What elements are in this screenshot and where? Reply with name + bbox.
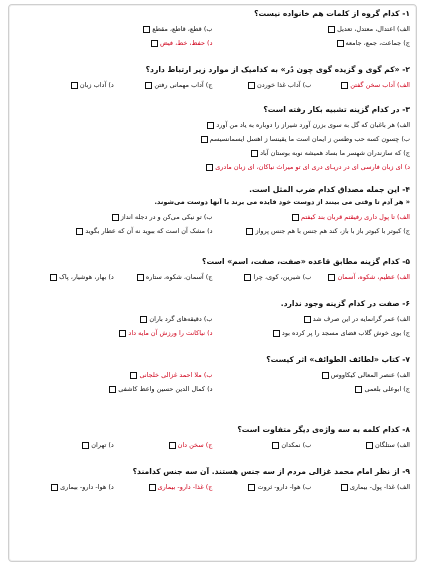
checkbox-icon[interactable] — [130, 372, 137, 379]
option-label: ج) کبوتر با کبوتر باز با باز، کند هم جنس با هم جنس پرواز — [255, 227, 410, 235]
answer-option[interactable] — [149, 480, 213, 494]
options-row — [15, 210, 410, 224]
answer-option[interactable] — [366, 438, 410, 452]
worksheet — [9, 5, 416, 561]
answer-option[interactable] — [119, 326, 212, 340]
option-label: ج) ابوعلی بلعمی — [364, 385, 410, 393]
checkbox-icon[interactable] — [322, 372, 329, 379]
option-label: د) کمال الدین حسین واعظ کاشفی — [118, 385, 213, 393]
answer-option[interactable] — [201, 132, 410, 146]
option-label: ب) شیرین، کوی، چرا — [253, 273, 312, 281]
checkbox-icon[interactable] — [112, 214, 119, 221]
question-text: ۹- از نظر امام محمد غزالی مردم از سه جنس هستند. آن سه جنس کدامند؟ — [132, 467, 410, 476]
option-label: ب) ملا احمد غزالی خلجانی — [139, 371, 213, 379]
answer-option[interactable] — [82, 438, 113, 452]
question-text: ۸- کدام کلمه به سه واژه‌ی دیگر متفاوت است؟ — [237, 425, 410, 434]
checkbox-icon[interactable] — [355, 386, 362, 393]
answer-option[interactable] — [251, 146, 410, 160]
option-label: د) تهران — [91, 441, 114, 449]
answer-option[interactable] — [328, 270, 410, 284]
checkbox-icon[interactable] — [328, 274, 335, 281]
checkbox-icon[interactable] — [137, 274, 144, 281]
option-label: ج) سخن دان — [177, 441, 213, 449]
options-row — [15, 224, 410, 238]
checkbox-icon[interactable] — [246, 228, 253, 235]
answer-option[interactable] — [246, 224, 410, 238]
question-text: ۳- در کدام گزینه تشبیه بکار رفته است؟ — [263, 105, 410, 114]
checkbox-icon[interactable] — [251, 150, 258, 157]
answer-option[interactable] — [145, 78, 212, 92]
question-text: ۱- کدام گروه از کلمات هم خانواده نیست؟ — [254, 9, 410, 18]
answer-option[interactable] — [206, 160, 410, 174]
answer-option[interactable] — [337, 36, 410, 50]
checkbox-icon[interactable] — [206, 164, 213, 171]
answer-option[interactable] — [112, 210, 213, 224]
checkbox-icon[interactable] — [50, 274, 57, 281]
question-text: ۴- این جمله مصداق کدام ضرب المثل است. — [249, 185, 410, 194]
checkbox-icon[interactable] — [328, 26, 335, 33]
options-row — [15, 160, 410, 174]
checkbox-icon[interactable] — [207, 122, 214, 129]
question-note: « هر آدم تا وقتی می بینند از دوست خود فایده می برند با آنها دوست می‌شوند. — [154, 198, 410, 206]
answer-option[interactable] — [355, 382, 410, 396]
options-row — [15, 312, 410, 326]
checkbox-icon[interactable] — [140, 316, 147, 323]
answer-option[interactable] — [51, 480, 114, 494]
option-label: ب) قطع، قاطع، مقطع — [152, 25, 213, 33]
question-text: ۲- «کم گوی و گزیده گوی چون دُر» به کدامیک از موارد زیر ارتباط دارد؟ — [145, 65, 410, 74]
answer-option[interactable] — [151, 36, 213, 50]
checkbox-icon[interactable] — [248, 82, 255, 89]
option-label: د) هوا- دارو- بیماری — [60, 483, 114, 491]
checkbox-icon[interactable] — [169, 442, 176, 449]
answer-option[interactable] — [341, 480, 410, 494]
option-label: د) ای زبان فارسی ای در دریـای دری ای تو میراث نیاکان، ای زبان مادری — [215, 163, 410, 171]
option-label: ب) تو نیکی می‌کن و در دجله انداز — [120, 213, 213, 221]
question-7 — [15, 355, 410, 396]
checkbox-icon[interactable] — [304, 316, 311, 323]
answer-option[interactable] — [304, 312, 410, 326]
option-label: الف) عمر گرانمایه در این صرف شد — [312, 315, 410, 323]
answer-option[interactable] — [322, 368, 410, 382]
question-1 — [15, 9, 410, 50]
answer-option[interactable] — [244, 270, 311, 284]
checkbox-icon[interactable] — [76, 228, 83, 235]
option-label: د) بهار، هوشیار، پاک — [59, 273, 114, 281]
option-label: ب) دقیقه‌های گرد باران — [149, 315, 213, 323]
option-label: د) مشک آن است که ببوید نه آن که عطار بگوید — [85, 227, 213, 235]
question-text: ۵- کدام گزینه مطابق قاعده «صفت، صفت، اسم» است؟ — [202, 257, 410, 266]
option-label: ج) جماعت، جمع، جامعه — [345, 39, 410, 47]
question-8 — [15, 425, 410, 452]
checkbox-icon[interactable] — [109, 386, 116, 393]
option-label: ج) آسمان، شکوه، ستاره — [145, 273, 213, 281]
option-label: ج) آداب مهمانی رفتن — [154, 81, 213, 89]
option-label: ب) نمکدان — [281, 441, 312, 449]
answer-option[interactable] — [143, 22, 212, 36]
options-row — [15, 368, 410, 382]
question-9 — [15, 467, 410, 494]
option-label: ب) چسون کسه حب وطسن ز ایمان است ما یقینسا ز اهسل ایسمانسیسم — [209, 135, 410, 143]
options-row — [15, 146, 410, 160]
checkbox-icon[interactable] — [341, 484, 348, 491]
checkbox-icon[interactable] — [143, 26, 150, 33]
answer-option[interactable] — [71, 78, 114, 92]
question-6 — [15, 299, 410, 340]
option-label: الف) تا پول داری رفیقتم قربان بند کیفتم — [301, 213, 410, 221]
options-row — [15, 36, 410, 50]
options-row — [15, 78, 410, 92]
checkbox-icon[interactable] — [292, 214, 299, 221]
options-row — [15, 480, 410, 494]
options-row — [15, 270, 410, 284]
checkbox-icon[interactable] — [248, 484, 255, 491]
checkbox-icon[interactable] — [273, 330, 280, 337]
answer-option[interactable] — [140, 312, 212, 326]
option-label: د) نیاکانت را ورزش آن مایه داد — [128, 329, 213, 337]
options-row — [15, 132, 410, 146]
answer-option[interactable] — [137, 270, 213, 284]
question-3 — [15, 105, 410, 174]
options-row — [15, 326, 410, 340]
options-row — [15, 382, 410, 396]
answer-option[interactable] — [207, 118, 410, 132]
answer-option[interactable] — [272, 438, 311, 452]
answer-option[interactable] — [169, 438, 213, 452]
question-5 — [15, 257, 410, 284]
option-label: الف) هر باغبان که گل به سوی بزرن آورد شیراز را دوباره به یاد من آورد — [216, 121, 410, 129]
option-label: ج) غذا- دارو- بیماری — [157, 483, 213, 491]
checkbox-icon[interactable] — [366, 442, 373, 449]
question-2 — [15, 65, 410, 92]
answer-option[interactable] — [76, 224, 212, 238]
question-text: ۶- صفت در کدام گزینه وجود ندارد. — [280, 299, 410, 308]
options-row — [15, 438, 410, 452]
checkbox-icon[interactable] — [51, 484, 58, 491]
option-label: ج) بوی خوش گلاب فضای مسجد را پر کرده بود — [281, 329, 410, 337]
checkbox-icon[interactable] — [244, 274, 251, 281]
checkbox-icon[interactable] — [272, 442, 279, 449]
option-label: الف) ستلگان — [374, 441, 410, 449]
option-label: الف) اعتدال، معتدل، تعدیل — [337, 25, 410, 33]
checkbox-icon[interactable] — [82, 442, 89, 449]
question-text: ۷- کتاب «لطائف الطوائف» اثر کیست؟ — [266, 355, 410, 364]
option-label: ج) که سازندران شهسر ما بساد همیشه نوبه بوستان آباد — [260, 149, 410, 157]
checkbox-icon[interactable] — [145, 82, 152, 89]
answer-option[interactable] — [248, 480, 311, 494]
option-label: د) آداب زبان — [79, 81, 114, 89]
answer-option[interactable] — [273, 326, 410, 340]
options-row — [15, 118, 410, 132]
answer-option[interactable] — [328, 22, 410, 36]
answer-option[interactable] — [341, 78, 410, 92]
checkbox-icon[interactable] — [201, 136, 208, 143]
answer-option[interactable] — [50, 270, 114, 284]
checkbox-icon[interactable] — [119, 330, 126, 337]
option-label: ب) آداب غذا خوردن — [256, 81, 312, 89]
checkbox-icon[interactable] — [341, 82, 348, 89]
option-label: الف) عظیم، شکوه، آسمان — [337, 273, 410, 281]
option-label: ب) هوا- دارو- ثروت — [257, 483, 312, 491]
option-label: الف) عنصر المعالی کیکاووس — [330, 371, 410, 379]
option-label: الف) غذا- پول- بیماری — [349, 483, 410, 491]
checkbox-icon[interactable] — [337, 40, 344, 47]
answer-option[interactable] — [292, 210, 410, 224]
checkbox-icon[interactable] — [149, 484, 156, 491]
option-label: الف) آداب سخن گفتن — [350, 81, 410, 89]
options-row — [15, 22, 410, 36]
checkbox-icon[interactable] — [151, 40, 158, 47]
answer-option[interactable] — [130, 368, 212, 382]
answer-option[interactable] — [248, 78, 311, 92]
option-label: د) حفظ، خط، فیض — [159, 39, 213, 47]
worksheet-page — [8, 4, 417, 562]
checkbox-icon[interactable] — [71, 82, 78, 89]
answer-option[interactable] — [109, 382, 212, 396]
question-4 — [15, 185, 410, 238]
